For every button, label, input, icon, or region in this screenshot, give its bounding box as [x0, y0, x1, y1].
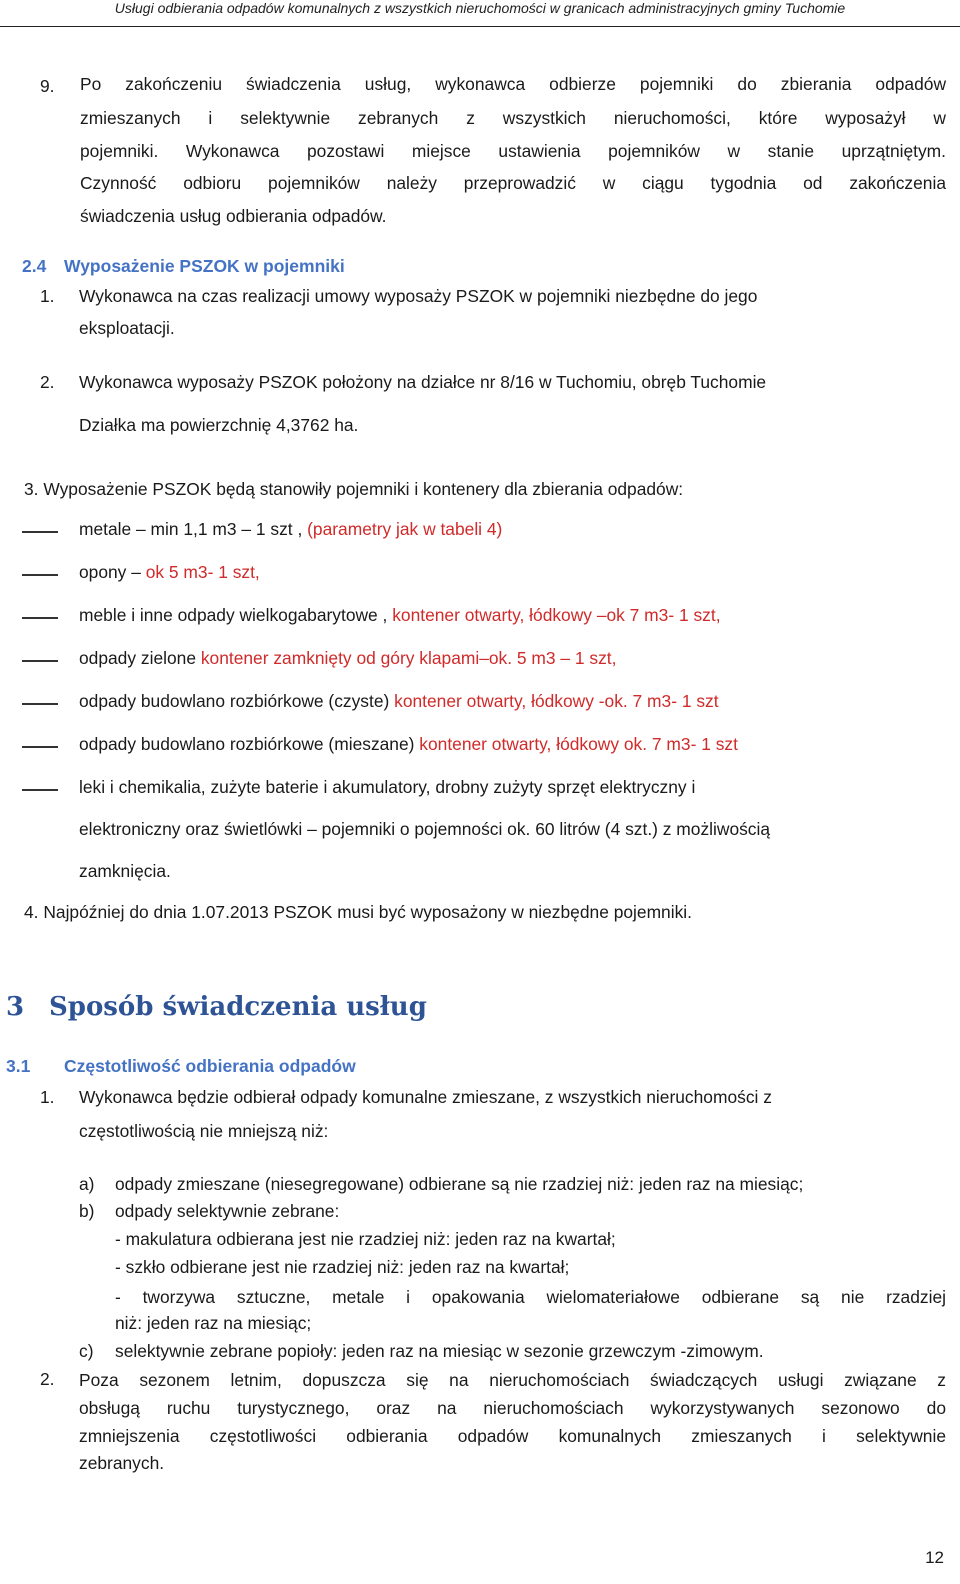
item-9-line-5: świadczenia usług odbierania odpadów. — [80, 206, 387, 226]
chapter-3-title: Sposób świadczenia usług — [49, 992, 427, 1022]
section-2-4-number: 2.4 — [22, 256, 47, 276]
chapter-3-number: 3 — [6, 992, 25, 1022]
s31-p1-number: 1. — [40, 1087, 55, 1107]
s31-p1-line-2: częstotliwością nie mniejszą niż: — [79, 1121, 329, 1141]
list-label-a: a) — [79, 1174, 95, 1194]
bullet-dash — [22, 660, 58, 662]
item-9-line-2: zmieszanych i selektywnie zebranych z wszystkich nieruchomości, które wyposażył w — [80, 108, 946, 128]
bullet-item: opony – ok 5 m3- 1 szt, — [79, 562, 260, 582]
list-item-b-1: - makulatura odbierana jest nie rzadziej niż: jeden raz na kwartał; — [115, 1229, 616, 1249]
bullet-item: odpady budowlano rozbiórkowe (czyste) kontener otwarty, łódkowy -ok. 7 m3- 1 szt — [79, 691, 719, 711]
bullet-dash — [22, 789, 58, 791]
bullet-dash — [22, 703, 58, 705]
s31-p2-number: 2. — [40, 1369, 55, 1389]
bullet-item: odpady zielone kontener zamknięty od góry klapami–ok. 5 m3 – 1 szt, — [79, 648, 617, 668]
s31-p1-line-1: Wykonawca będzie odbierał odpady komunalne zmieszane, z wszystkich nieruchomości z — [79, 1087, 772, 1107]
item-9-line-1: Po zakończeniu świadczenia usług, wykonawca odbierze pojemniki do zbierania odpadów — [80, 74, 946, 94]
section-3-1-number: 3.1 — [6, 1056, 31, 1076]
s24-p2-number: 2. — [40, 372, 55, 392]
bullet-dash — [22, 617, 58, 619]
s24-p2-line-1: Wykonawca wyposaży PSZOK położony na działce nr 8/16 w Tuchomiu, obręb Tuchomie — [79, 372, 767, 392]
bullet-dash — [22, 746, 58, 748]
list-label-c: c) — [79, 1341, 94, 1361]
s24-p1-line-1: Wykonawca na czas realizacji umowy wyposaży PSZOK w pojemniki niezbędne do jego — [79, 286, 758, 306]
list-item-b-3-line-2: niż: jeden raz na miesiąc; — [115, 1313, 312, 1333]
bullet-dash — [22, 531, 58, 533]
bullet-item: odpady budowlano rozbiórkowe (mieszane) kontener otwarty, łódkowy ok. 7 m3- 1 szt — [79, 734, 738, 754]
s24-p3: 3. Wyposażenie PSZOK będą stanowiły pojemniki i kontenery dla zbierania odpadów: — [24, 479, 684, 499]
list-item-b-3-line-1: - tworzywa sztuczne, metale i opakowania wielomateriałowe odbierane są nie rzadziej — [115, 1287, 946, 1307]
page-header: Usługi odbierania odpadów komunalnych z wszystkich nieruchomości w granicach administracyjnych gminy Tuchomie — [114, 0, 846, 16]
s24-p1-line-2: eksploatacji. — [79, 318, 175, 338]
list-item-b: odpady selektywnie zebrane: — [115, 1201, 340, 1221]
list-item-a: odpady zmieszane (niesegregowane) odbierane są nie rzadziej niż: jeden raz na miesiąc; — [115, 1174, 804, 1194]
last-bullet-line-2: elektroniczny oraz świetlówki – pojemniki o pojemności ok. 60 litrów (4 szt.) z możliwością — [79, 819, 771, 839]
s31-p2-line-2: obsługą ruchu turystycznego, oraz na nieruchomościach wykorzystywanych sezonowo do — [79, 1398, 946, 1418]
item-9-line-3: pojemniki. Wykonawca pozostawi miejsce ustawienia pojemników w stanie uprzątniętym. — [80, 141, 946, 161]
section-2-4-title: Wyposażenie PSZOK w pojemniki — [64, 256, 345, 276]
item-9-line-4: Czynność odbioru pojemników należy przeprowadzić w ciągu tygodnia od zakończenia — [80, 173, 946, 193]
s24-p4: 4. Najpóźniej do dnia 1.07.2013 PSZOK musi być wyposażony w niezbędne pojemniki. — [24, 902, 692, 922]
bullet-dash — [22, 574, 58, 576]
bullet-item: metale – min 1,1 m3 – 1 szt , (parametry jak w tabeli 4) — [79, 519, 503, 539]
last-bullet-line-3: zamknięcia. — [79, 861, 171, 881]
s31-p2-line-1: Poza sezonem letnim, dopuszcza się na nieruchomościach świadczących usługi związane z — [79, 1370, 946, 1390]
section-3-1-title: Częstotliwość odbierania odpadów — [64, 1056, 356, 1076]
item-9-number: 9. — [40, 76, 55, 96]
header-rule — [0, 26, 960, 27]
s24-p1-number: 1. — [40, 286, 55, 306]
bullet-item: meble i inne odpady wielkogabarytowe , kontener otwarty, łódkowy –ok 7 m3- 1 szt, — [79, 605, 721, 625]
list-item-c: selektywnie zebrane popioły: jeden raz na miesiąc w sezonie grzewczym -zimowym. — [115, 1341, 764, 1361]
list-label-b: b) — [79, 1201, 95, 1221]
last-bullet-line-1: leki i chemikalia, zużyte baterie i akumulatory, drobny zużyty sprzęt elektryczny i — [79, 777, 696, 797]
list-item-b-2: - szkło odbierane jest nie rzadziej niż: jeden raz na kwartał; — [115, 1257, 570, 1277]
s31-p2-line-3: zmniejszenia częstotliwości odbierania odpadów komunalnych zmieszanych i selektywnie — [79, 1426, 946, 1446]
s24-p2-line-2: Działka ma powierzchnię 4,3762 ha. — [79, 415, 359, 435]
s31-p2-line-4: zebranych. — [79, 1453, 165, 1473]
page-number: 12 — [925, 1548, 944, 1567]
